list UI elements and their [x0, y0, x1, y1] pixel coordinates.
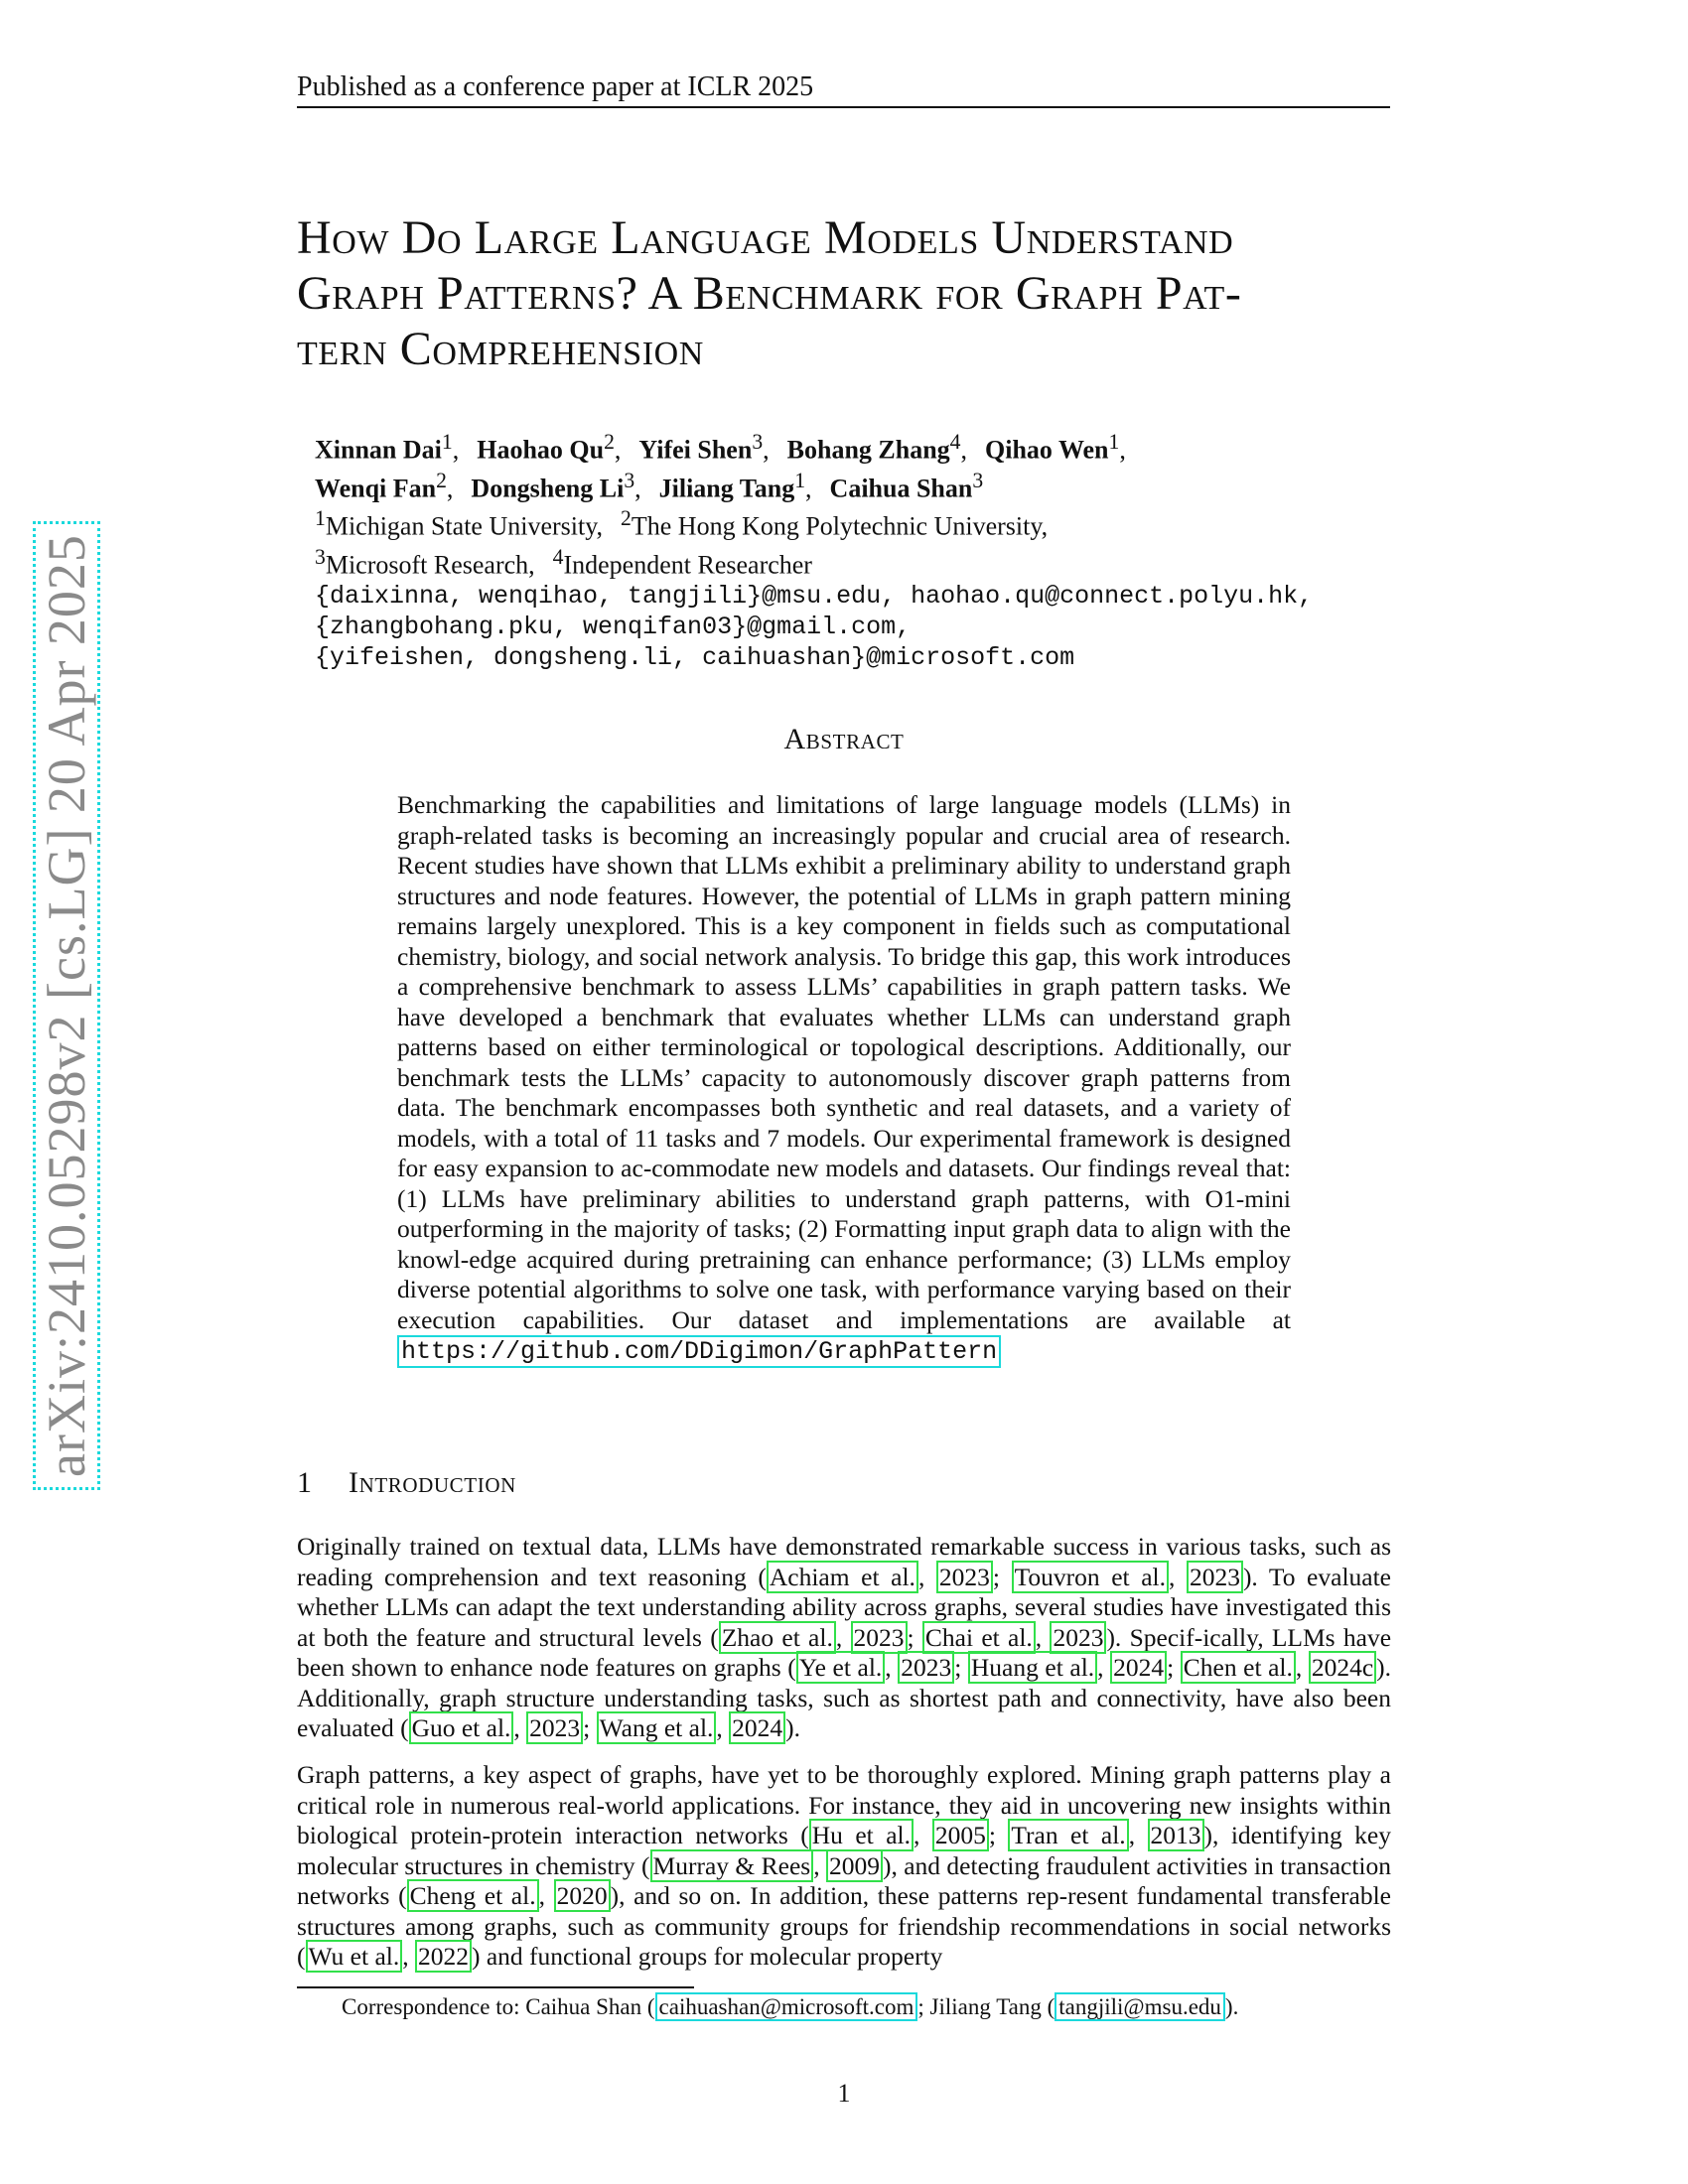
github-link[interactable]: https://github.com/DDigimon/GraphPattern: [397, 1335, 1001, 1368]
footnote-middle: ; Jiliang Tang (: [917, 1994, 1055, 2019]
citation-link[interactable]: 2023: [1050, 1621, 1106, 1654]
citation-link[interactable]: 2005: [932, 1819, 989, 1851]
citation-link[interactable]: Guo et al.: [409, 1711, 514, 1744]
author-name: Haohao Qu: [477, 435, 605, 465]
paragraph-text: Graph patterns, a key aspect of graphs, have yet to be thoroughly explored. Mining graph patterns play a critical role in numerous real-world applications. For instance, they aid in uncovering new insights within biological protein-protein interaction networks (: [297, 1760, 1391, 1849]
author-affiliation-mark: 1: [1108, 430, 1120, 454]
citation-link[interactable]: Murray & Rees: [650, 1849, 814, 1882]
paragraph-text: ), and detecting fraudulent activities in transaction networks (: [297, 1850, 1391, 1910]
author-name: Yifei Shen: [638, 435, 753, 465]
abstract-heading: Abstract: [783, 723, 905, 755]
paragraph-text: Originally trained on textual data, LLMs have demonstrated remarkable success in various tasks, such as reading comprehension and text reasoning (: [297, 1532, 1391, 1591]
paragraph-text: ,: [538, 1881, 554, 1910]
affiliation-line-1: [315, 503, 1407, 542]
citation-link[interactable]: Tran et al.: [1008, 1819, 1128, 1851]
paragraph-text: ,: [1128, 1821, 1148, 1849]
citation-link[interactable]: 2022: [415, 1940, 472, 1973]
affiliation-name: Michigan State University,: [325, 511, 604, 541]
email-line-3: {yifeishen, dongsheng.li, caihuashan}@microsoft.com: [315, 642, 1075, 672]
section-heading-introduction: [297, 1466, 516, 1500]
citation-link[interactable]: 2023: [936, 1561, 993, 1593]
paragraph-text: ;: [954, 1653, 968, 1682]
affiliation-line-2: [315, 542, 1407, 581]
intro-paragraph-2: [297, 1760, 1391, 1973]
abstract-body: [397, 790, 1291, 1368]
section-number: 1: [297, 1466, 313, 1499]
paragraph-text: ). To evaluate whether LLMs can adapt the text understanding ability across graphs, several studies have investigated this at both the feature and structural levels (: [297, 1562, 1392, 1652]
page-number: 1: [837, 2079, 851, 2108]
section-title: Introduction: [349, 1466, 516, 1499]
author-affiliation-mark: 3: [752, 430, 764, 454]
citation-link[interactable]: 2013: [1148, 1819, 1204, 1851]
citation-link[interactable]: 2024: [729, 1711, 785, 1744]
intro-paragraph-1: [297, 1532, 1391, 1744]
paragraph-text: ,: [1097, 1653, 1111, 1682]
citation-link[interactable]: Wang et al.: [597, 1711, 717, 1744]
footnote-prefix: Correspondence to: Caihua Shan (: [342, 1994, 655, 2019]
citation-link[interactable]: 2024: [1110, 1651, 1167, 1684]
email-link-caihuashan[interactable]: caihuashan@microsoft.com: [655, 1992, 918, 2021]
paragraph-text: ,: [716, 1713, 730, 1742]
paragraph-text: ;: [907, 1622, 922, 1652]
paragraph-text: ,: [835, 1622, 851, 1652]
author-row-2: Wenqi Fan$^2$, Dongsheng Li$^3$, Jiliang Tang$^1$, Caihua Shan$^3$: [315, 468, 984, 503]
affiliation-mark: 3: [315, 544, 326, 569]
affiliation-name: Independent Researcher: [563, 550, 812, 580]
author-name: Jiliang Tang: [658, 474, 795, 503]
paragraph-text: ;: [1167, 1653, 1181, 1682]
arxiv-identifier-text: arXiv:2410.05298v2 [cs.LG] 20 Apr 2025: [37, 534, 96, 1477]
paragraph-text: ,: [513, 1713, 527, 1742]
citation-link[interactable]: Chai et al.: [922, 1621, 1036, 1654]
author-affiliation-mark: 1: [441, 430, 453, 454]
author-name: Xinnan Dai: [315, 435, 442, 465]
correspondence-footnote: [342, 1992, 1238, 2022]
author-affiliation-mark: 2: [604, 430, 615, 454]
paragraph-text: ,: [402, 1942, 415, 1971]
paragraph-text: ,: [813, 1850, 826, 1880]
citation-link[interactable]: Achiam et al.: [767, 1561, 918, 1593]
citation-link[interactable]: 2023: [898, 1651, 954, 1684]
paragraph-text: ). Specif-ically, LLMs have been shown to enhance node features on graphs (: [297, 1622, 1392, 1682]
citation-link[interactable]: 2023: [1187, 1561, 1243, 1593]
footnote-suffix: ).: [1224, 1994, 1239, 2019]
author-name: Qihao Wen: [985, 435, 1109, 465]
author-name: Bohang Zhang: [786, 435, 950, 465]
paragraph-text: ;: [583, 1713, 597, 1742]
citation-link[interactable]: Chen et al.: [1181, 1651, 1296, 1684]
citation-link[interactable]: Hu et al.: [809, 1819, 914, 1851]
affiliation-mark: 1: [315, 506, 326, 531]
paragraph-text: ;: [992, 1562, 1012, 1591]
paragraph-text: ) and functional groups for molecular property: [471, 1942, 943, 1971]
paper-title: How Do Large Language Models Understand Graph Patterns? A Benchmark for Graph Pat- tern Comprehension: [297, 211, 1242, 375]
paragraph-text: ,: [913, 1821, 932, 1849]
author-name: Dongsheng Li: [471, 474, 625, 503]
citation-link[interactable]: Wu et al.: [306, 1940, 403, 1973]
author-name: Wenqi Fan: [315, 474, 437, 503]
email-line-1: {daixinna, wenqihao, tangjili}@msu.edu, haohao.qu@connect.polyu.hk,: [315, 581, 1314, 611]
citation-link[interactable]: Zhao et al.: [719, 1621, 836, 1654]
citation-link[interactable]: 2009: [826, 1849, 883, 1882]
paragraph-text: ,: [917, 1562, 936, 1591]
running-header: Published as a conference paper at ICLR 2025: [297, 71, 814, 102]
abstract-text: Benchmarking the capabilities and limitations of large language models (LLMs) in graph-related tasks is becoming an increasingly popular and crucial area of research. Recent studies have shown that LLMs exhibit a preliminary ability to understand graph structures and node features. However, the potential of LLMs in graph pattern mining remains largely unexplored. This is a key component in fields such as computational chemistry, biology, and social network analysis. To bridge this gap, this work introduces a comprehensive benchmark to assess LLMs’ capabilities in graph pattern tasks. We have developed a benchmark that evaluates whether LLMs can understand graph patterns based on either terminological or topological descriptions. Additionally, our benchmark tests the LLMs’ capacity to autonomously discover graph patterns from data. The benchmark encompasses both synthetic and real datasets, and a variety of models, with a total of 11 tasks and 7 models. Our experimental framework is designed for easy expansion to ac-commodate new models and datasets. Our findings reveal that: (1) LLMs have preliminary abilities to understand graph patterns, with O1-mini outperforming in the majority of tasks; (2) Formatting input graph data to align with the knowl-edge acquired during pretraining can enhance performance; (3) LLMs employ diverse potential algorithms to solve one task, with performance varying based on their execution capabilities. Our dataset and implementations are available at: [397, 790, 1291, 1334]
paragraph-text: ). Additionally, graph structure understanding tasks, such as shortest path and connectivity, have also been evaluated (: [297, 1653, 1392, 1742]
footnote-rule: [297, 1986, 694, 1988]
citation-link[interactable]: 2020: [554, 1879, 611, 1912]
affiliation-mark: 4: [552, 544, 564, 569]
paragraph-text: ,: [1295, 1653, 1309, 1682]
citation-link[interactable]: 2023: [526, 1711, 583, 1744]
citation-link[interactable]: 2024c: [1309, 1651, 1376, 1684]
author-affiliation-mark: 2: [436, 468, 447, 492]
author-block: [315, 427, 1407, 673]
paragraph-text: ,: [1168, 1562, 1187, 1591]
paragraph-text: ).: [785, 1713, 801, 1742]
paragraph-text: ,: [885, 1653, 899, 1682]
header-rule: [297, 106, 1390, 108]
arxiv-identifier-stamp[interactable]: [33, 521, 100, 1490]
citation-link[interactable]: 2023: [851, 1621, 908, 1654]
paragraph-text: ), and so on. In addition, these patterns rep-resent fundamental transferable structures among graphs, such as community groups for friendship recommendations in social networks (: [297, 1881, 1391, 1971]
email-link-tangjili[interactable]: tangjili@msu.edu: [1055, 1992, 1225, 2021]
citation-link[interactable]: Ye et al.: [796, 1651, 885, 1684]
paragraph-text: ;: [988, 1821, 1009, 1849]
author-row-1: Xinnan Dai$^1$, Haohao Qu$^2$, Yifei Shen$^3$, Bohang Zhang$^4$, Qihao Wen$^1$,: [315, 430, 1126, 465]
author-affiliation-mark: 4: [949, 430, 961, 454]
author-affiliation-mark: 3: [624, 468, 635, 492]
paragraph-text: ), identifying key molecular structures in chemistry (: [297, 1821, 1391, 1880]
author-affiliation-mark: 3: [972, 468, 984, 492]
author-name: Caihua Shan: [829, 474, 973, 503]
affiliation-mark: 2: [621, 506, 632, 531]
citation-link[interactable]: Cheng et al.: [407, 1879, 539, 1912]
author-affiliation-mark: 1: [794, 468, 806, 492]
affiliation-name: The Hong Kong Polytechnic University,: [631, 511, 1049, 541]
citation-link[interactable]: Huang et al.: [968, 1651, 1097, 1684]
email-line-2: {zhangbohang.pku, wenqifan03}@gmail.com,: [315, 612, 912, 641]
paragraph-text: ,: [1035, 1622, 1051, 1652]
citation-link[interactable]: Touvron et al.: [1012, 1561, 1169, 1593]
affiliation-name: Microsoft Research,: [325, 550, 535, 580]
